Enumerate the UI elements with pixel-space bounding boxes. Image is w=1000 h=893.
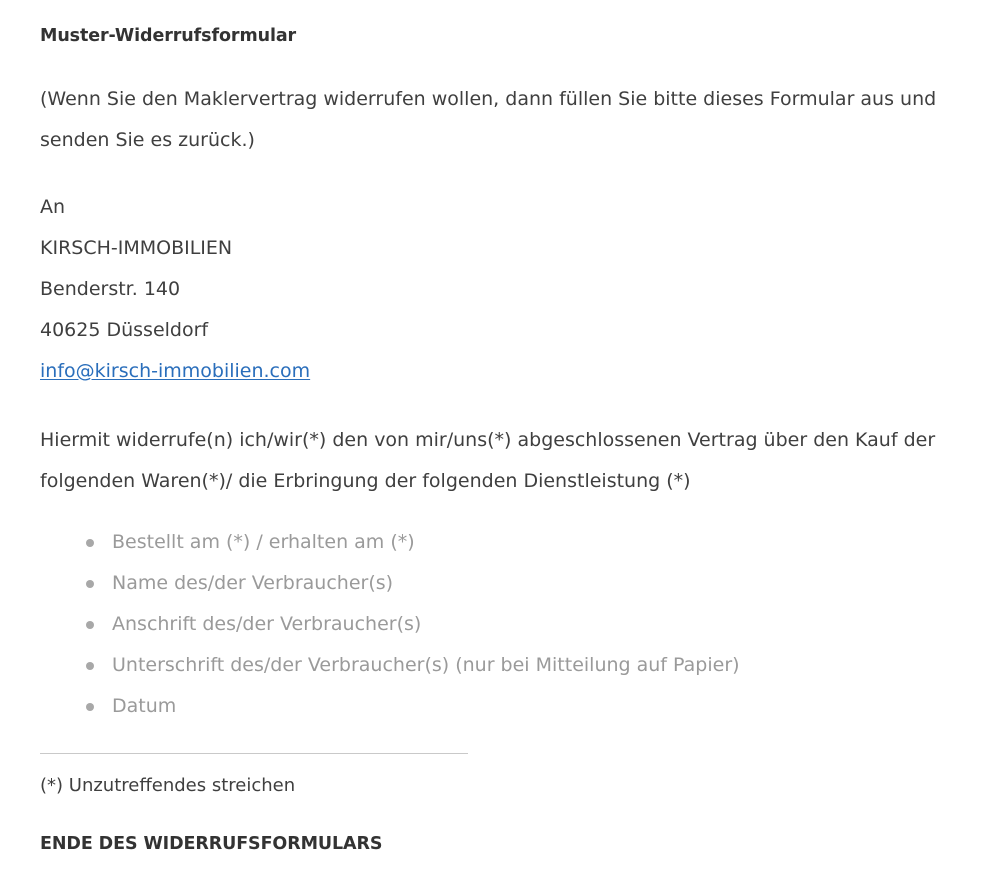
list-item: Bestellt am (*) / erhalten am (*) bbox=[84, 522, 960, 563]
address-street: Benderstr. 140 bbox=[40, 277, 181, 300]
list-item: Anschrift des/der Verbraucher(s) bbox=[84, 604, 960, 645]
address-salutation: An bbox=[40, 195, 66, 218]
horizontal-divider bbox=[40, 753, 468, 754]
address-company: KIRSCH-IMMOBILIEN bbox=[40, 236, 233, 259]
address-city: 40625 Düsseldorf bbox=[40, 318, 209, 341]
list-item: Name des/der Verbraucher(s) bbox=[84, 563, 960, 604]
email-link[interactable]: info@kirsch-immobilien.com bbox=[40, 359, 311, 382]
list-item: Datum bbox=[84, 686, 960, 727]
recipient-address-block bbox=[40, 187, 960, 392]
intro-paragraph: (Wenn Sie den Maklervertrag widerrufen wollen, dann füllen Sie bitte dieses Formular aus und senden Sie es zurück.) bbox=[40, 87, 937, 151]
declaration-paragraph: Hiermit widerrufe(n) ich/wir(*) den von mir/uns(*) abgeschlossenen Vertrag über den Kauf der folgenden Waren(*)/ die Erbringung der folgenden Dienstleistung (*) bbox=[40, 428, 936, 492]
end-of-form-marker: ENDE DES WIDERRUFSFORMULARS bbox=[40, 833, 383, 854]
field-list bbox=[40, 522, 960, 727]
footnote-text: (*) Unzutreffendes streichen bbox=[40, 774, 296, 796]
address-email-line bbox=[40, 351, 960, 392]
page-title: Muster-Widerrufsformular bbox=[40, 26, 297, 46]
list-item: Unterschrift des/der Verbraucher(s) (nur bei Mitteilung auf Papier) bbox=[84, 645, 960, 686]
